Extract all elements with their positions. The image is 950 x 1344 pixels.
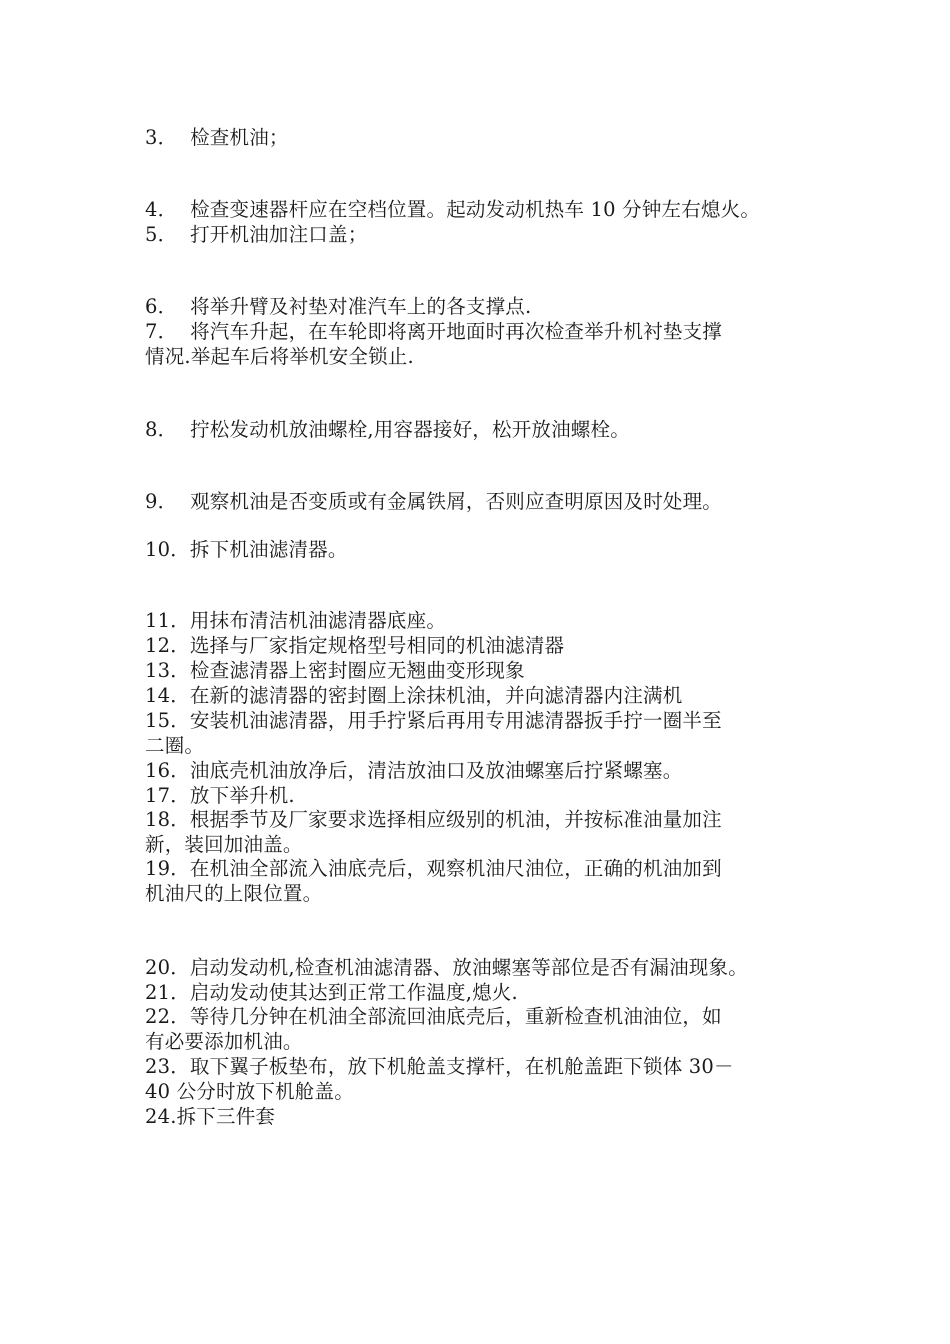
step-19: 19．在机油全部流入油底壳后，观察机油尺油位，正确的机油加到 机油尺的上限位置。 <box>145 857 722 905</box>
step-8: 8． 拧松发动机放油螺栓,用容器接好，松开放油螺栓。 <box>145 418 630 441</box>
step-24: 24.拆下三件套 <box>145 1105 276 1128</box>
step-9: 9． 观察机油是否变质或有金属铁屑，否则应查明原因及时处理。 <box>145 490 723 513</box>
step-5: 5． 打开机油加注口盖； <box>145 223 368 246</box>
step-11: 11．用抹布清洁机油滤清器底座。 <box>145 609 447 632</box>
step-3: 3． 检查机油； <box>145 126 289 149</box>
step-12: 12．选择与厂家指定规格型号相同的机油滤清器 <box>145 634 565 657</box>
step-22: 22．等待几分钟在机油全部流回油底壳后，重新检查机油油位，如 有必要添加机油。 <box>145 1005 722 1053</box>
step-14: 14．在新的滤清器的密封圈上涂抹机油，并向滤清器内注满机 <box>145 684 683 707</box>
step-17: 17．放下举升机. <box>145 784 295 807</box>
step-20: 20．启动发动机,检查机油滤清器、放油螺塞等部位是否有漏油现象。 <box>145 956 748 979</box>
step-18: 18．根据季节及厂家要求选择相应级别的机油，并按标准油量加注 新，装回加油盖。 <box>145 808 722 856</box>
step-15: 15．安装机油滤清器，用手拧紧后再用专用滤清器扳手拧一圈半至 二圈。 <box>145 709 722 757</box>
step-13: 13．检查滤清器上密封圈应无翘曲变形现象 <box>145 659 525 682</box>
step-7: 7． 将汽车升起，在车轮即将离开地面时再次检查举升机衬垫支撑 情况.举起车后将举机安全锁止. <box>145 320 723 368</box>
step-21: 21．启动发动使其达到正常工作温度,熄火. <box>145 981 518 1004</box>
step-10: 10．拆下机油滤清器。 <box>145 538 348 561</box>
step-16: 16．油底壳机油放净后，清洁放油口及放油螺塞后拧紧螺塞。 <box>145 759 683 782</box>
step-23: 23．取下翼子板垫布，放下机舱盖支撑杆，在机舱盖距下锁体 30－ 40 公分时放下机舱盖。 <box>145 1055 734 1103</box>
step-4: 4． 检查变速器杆应在空档位置。起动发动机热车 10 分钟左右熄火。 <box>145 198 761 221</box>
step-6: 6． 将举升臂及衬垫对准汽车上的各支撑点. <box>145 295 532 318</box>
